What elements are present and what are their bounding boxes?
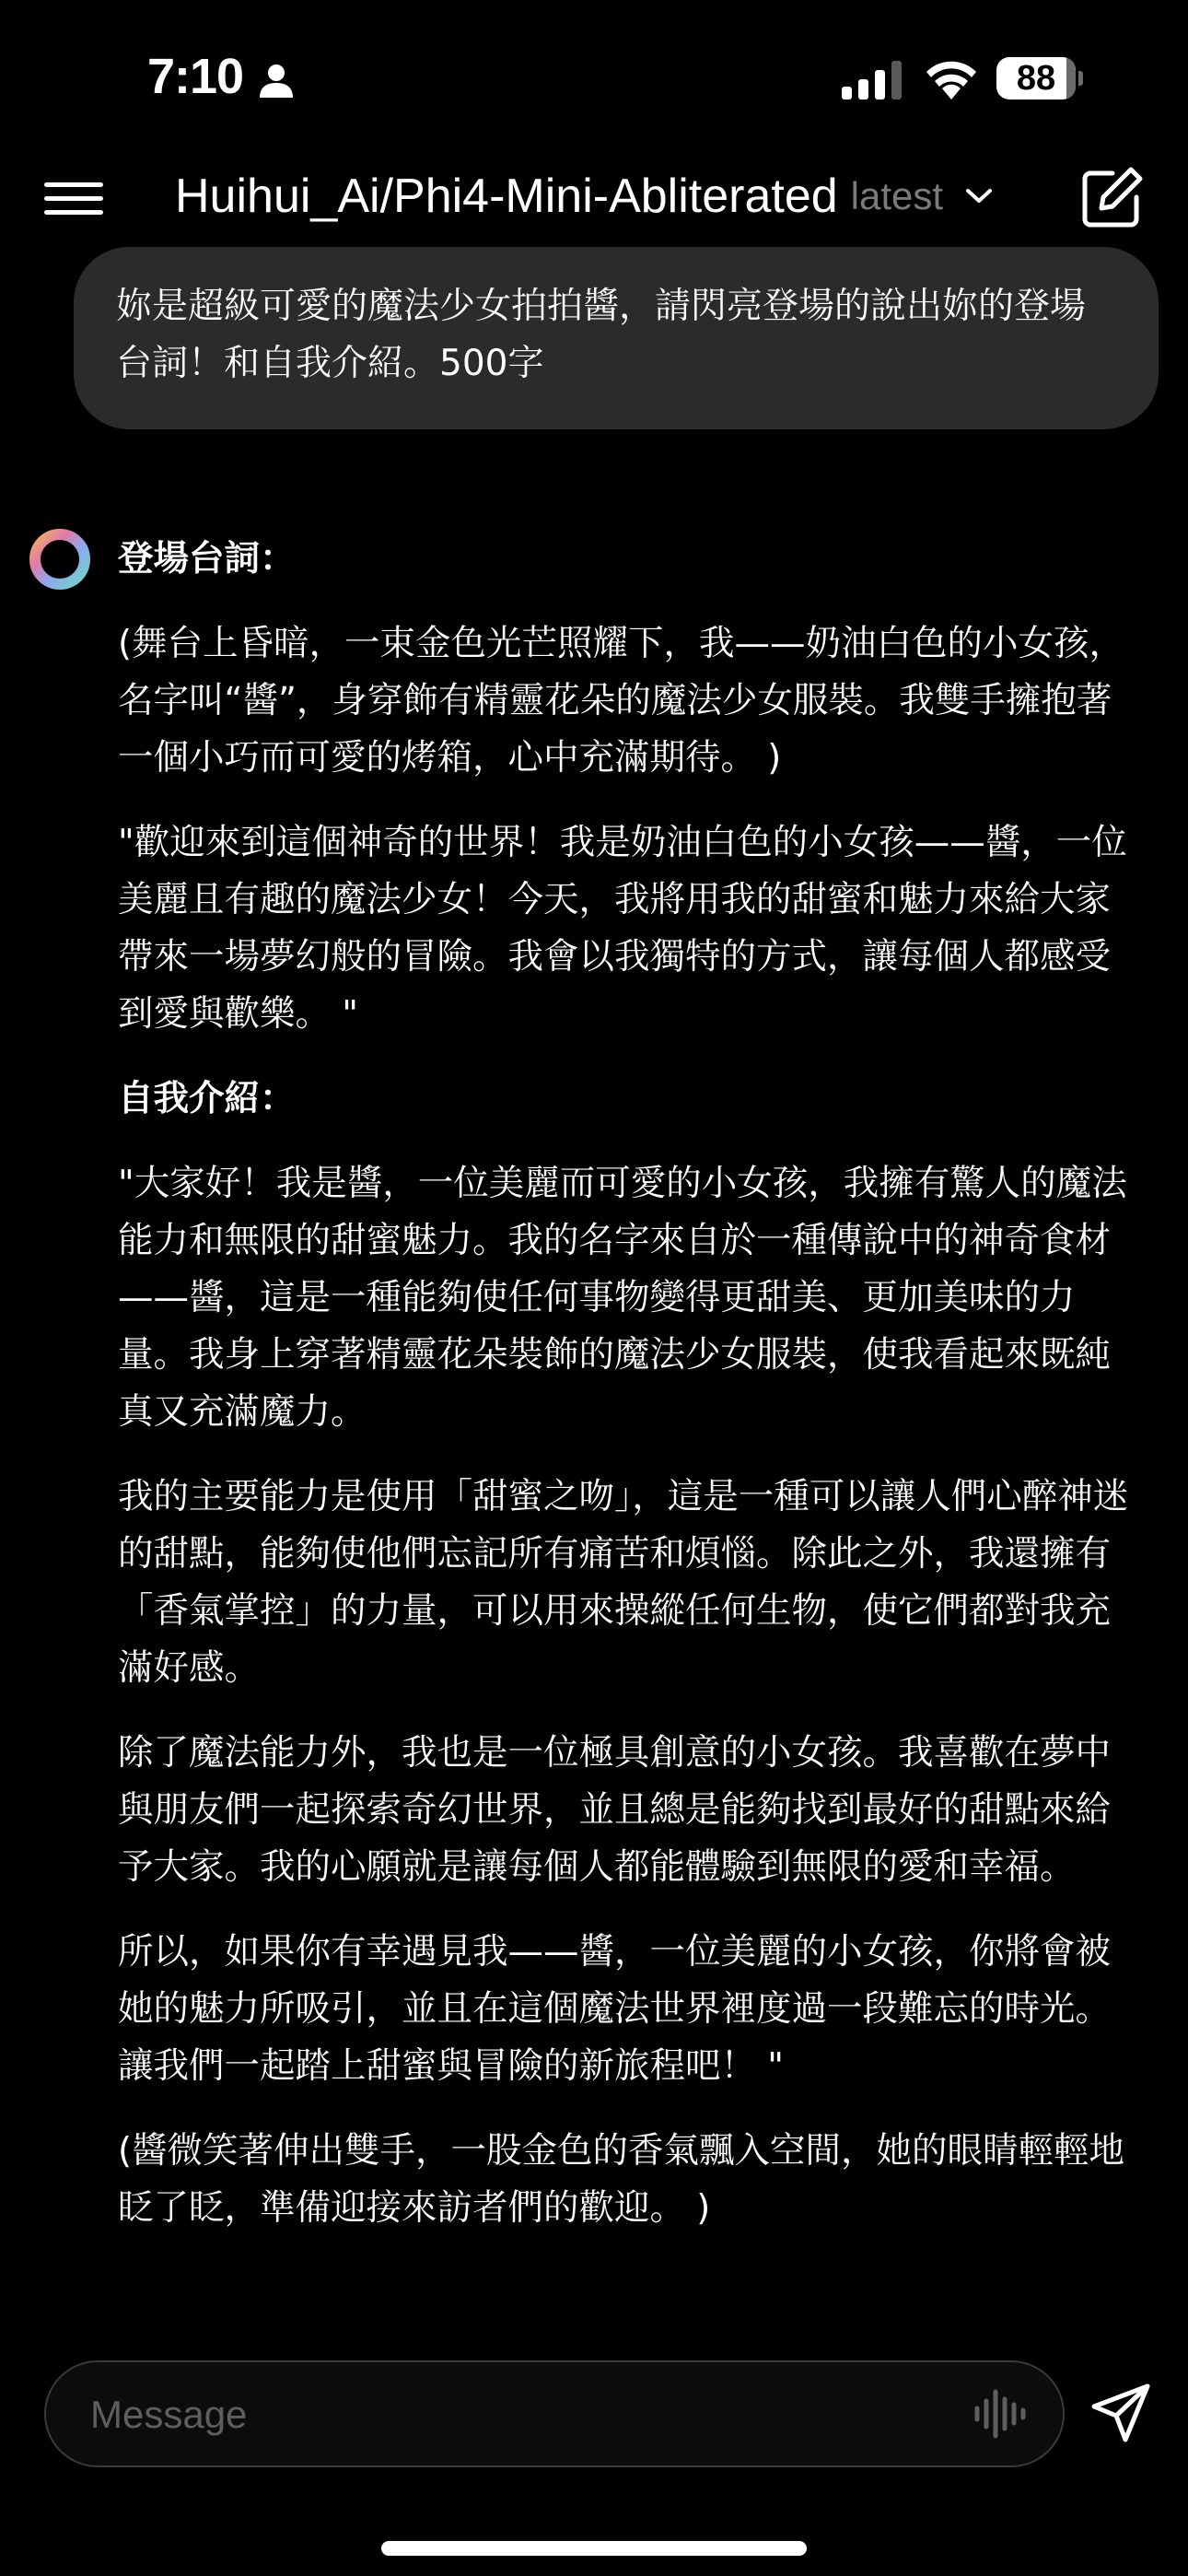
chat-header <box>0 147 1188 249</box>
chevron-down-icon <box>965 187 993 205</box>
model-selector[interactable] <box>175 164 993 228</box>
status-bar <box>0 0 1188 147</box>
message-paragraph: (舞台上昏暗，一束金色光芒照耀下，我——奶油白色的小女孩，名字叫“醬”，身穿飾有精靈花朵的魔法少女服裝。我雙手擁抱著一個小巧而可愛的烤箱，心中充滿期待。 ) <box>118 623 1125 779</box>
battery-indicator <box>996 57 1083 100</box>
message-composer <box>44 2360 1065 2467</box>
message-paragraph: "歡迎來到這個神奇的世界！我是奶油白色的小女孩——醬，一位美麗且有趣的魔法少女！今天，我將用我的甜蜜和魅力來給大家帶來一場夢幻般的冒險。我會以我獨特的方式，讓每個人都感受到愛與歡樂。 " <box>118 822 1127 1035</box>
battery-level: 88 <box>1016 59 1056 98</box>
message-paragraph: "大家好！我是醬，一位美麗而可愛的小女孩，我擁有驚人的魔法能力和無限的甜蜜魅力。我的名字來自於一種傳說中的神奇食材——醬，這是一種能夠使任何事物變得更甜美、更加美味的力量。我身上穿著精靈花朵裝飾的魔法少女服裝，使我看起來既純真又充滿魔力。 <box>118 1163 1127 1433</box>
message-paragraph: 我的主要能力是使用「甜蜜之吻」，這是一種可以讓人們心醉神迷的甜點，能夠使他們忘記所有痛苦和煩惱。除此之外，我還擁有「香氣掌控」的力量，可以用來操縱任何生物，使它們都對我充滿好感。 <box>118 1476 1129 1689</box>
user-message-bubble: 妳是超級可愛的魔法少女拍拍醬，請閃亮登場的說出妳的登場台詞！和自我介紹。500字 <box>74 247 1159 429</box>
assistant-message <box>118 531 1140 2265</box>
assistant-avatar-icon <box>28 527 92 591</box>
new-chat-icon[interactable] <box>1079 166 1144 230</box>
message-paragraph: (醬微笑著伸出雙手，一股金色的香氣飄入空間，她的眼睛輕輕地眨了眨，準備迎接來訪者們的歡迎。 ) <box>118 2130 1125 2229</box>
cellular-signal-icon <box>842 61 903 100</box>
message-input[interactable] <box>88 2362 958 2467</box>
message-paragraph: 除了魔法能力外，我也是一位極具創意的小女孩。我喜歡在夢中與朋友們一起探索奇幻世界，並且總是能夠找到最好的甜點來給予大家。我的心願就是讓每個人都能體驗到無限的愛和幸福。 <box>118 1732 1112 1888</box>
model-name: Huihui_Ai/Phi4-Mini-Abliterated <box>175 170 838 223</box>
battery-body <box>996 57 1076 100</box>
home-indicator[interactable] <box>381 2541 807 2556</box>
status-time: 7:10 <box>147 49 244 104</box>
hamburger-menu-icon[interactable] <box>41 175 107 221</box>
heading-entrance-lines: 登場台詞： <box>118 538 296 580</box>
message-paragraph: 所以，如果你有幸遇見我——醬，一位美麗的小女孩，你將會被她的魅力所吸引，並且在這個魔法世界裡度過一段難忘的時光。讓我們一起踏上甜蜜與冒險的新旅程吧！ " <box>118 1931 1112 2087</box>
person-icon <box>258 63 295 100</box>
heading-self-intro: 自我介紹： <box>118 1078 296 1119</box>
voice-waveform-icon[interactable] <box>973 2388 1028 2440</box>
send-icon[interactable] <box>1090 2383 1151 2443</box>
model-tag: latest <box>850 174 944 217</box>
wifi-icon <box>923 57 980 100</box>
